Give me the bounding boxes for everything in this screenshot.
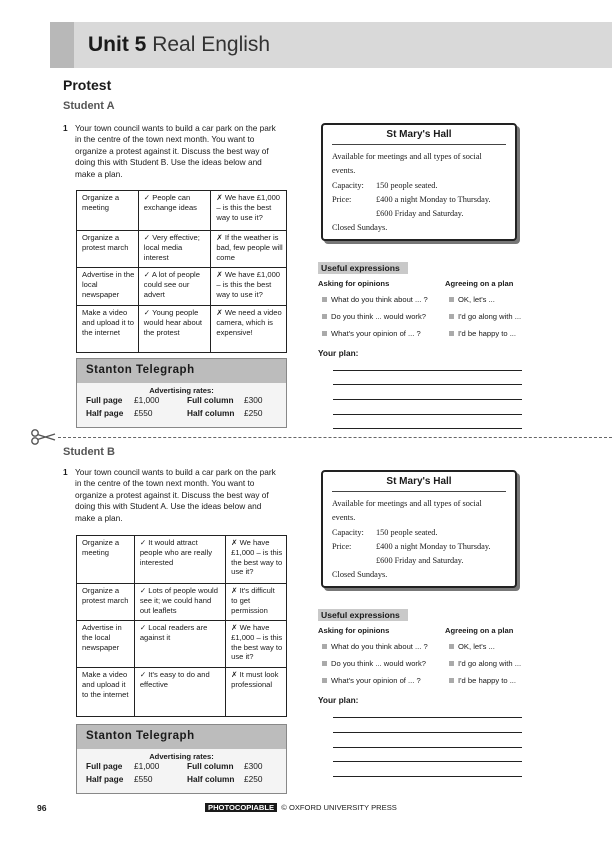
useful-expressions-title: Useful expressions — [318, 262, 408, 274]
pro-cell: ✓ A lot of people could see our advert — [138, 268, 211, 306]
con-cell: ✗ We have £1,000 – is this the best way to use it? — [211, 191, 287, 231]
plan-label: Your plan: — [318, 695, 359, 705]
student-a-task — [63, 123, 283, 180]
table-row — [77, 191, 287, 231]
idea-cell: Organize a protest march — [77, 231, 139, 268]
ideas-table-b — [76, 535, 287, 717]
asking-expression: Do you think ... would work? — [322, 659, 426, 668]
hall-price-line2: £600 Friday and Saturday. — [376, 209, 464, 219]
table-row — [77, 268, 287, 306]
telegraph-box-b — [76, 724, 287, 794]
agreeing-heading: Agreeing on a plan — [445, 279, 514, 288]
pro-cell: ✓ It's easy to do and effective — [134, 668, 225, 717]
asking-expression: Do you think ... would work? — [322, 312, 426, 321]
con-cell: ✗ It must look professional — [226, 668, 287, 717]
asking-expression: What do you think about ... ? — [322, 295, 428, 304]
hall-capacity-value: 150 people seated. — [376, 180, 438, 190]
rate-label: Full column — [187, 395, 234, 405]
rates-row — [77, 395, 286, 408]
table-row — [77, 668, 287, 717]
agreeing-expression: I'd go along with ... — [449, 659, 521, 668]
rate-label: Full page — [86, 761, 123, 771]
asking-expression: What's your opinion of ... ? — [322, 329, 421, 338]
hall-price-label: Price: — [332, 194, 352, 204]
photocopiable-badge: PHOTOCOPIABLE — [205, 803, 277, 812]
rate-value: £250 — [244, 408, 263, 418]
hall-closed: Closed Sundays. — [332, 223, 388, 233]
idea-cell: Advertise in the local newspaper — [77, 621, 135, 668]
agreeing-heading: Agreeing on a plan — [445, 626, 514, 635]
rates-row — [77, 761, 286, 774]
hall-price-line1: £400 a night Monday to Thursday. — [376, 541, 491, 551]
hall-capacity — [332, 179, 506, 193]
rate-value: £1,000 — [134, 761, 160, 771]
idea-cell: Make a video and upload it to the internet — [77, 668, 135, 717]
agreeing-expression: OK, let's ... — [449, 642, 495, 651]
unit-number: Unit 5 — [88, 33, 147, 56]
plan-line[interactable] — [333, 732, 522, 733]
idea-cell: Advertise in the local newspaper — [77, 268, 139, 306]
scissors-icon — [30, 428, 56, 446]
plan-line[interactable] — [333, 399, 522, 400]
con-cell: ✗ We need a video camera, which is expensive! — [211, 306, 287, 353]
hall-capacity-label: Capacity: — [332, 527, 364, 537]
hall-box-a — [321, 123, 517, 241]
idea-cell: Organize a meeting — [77, 191, 139, 231]
rates-row — [77, 408, 286, 421]
copyright-text: © OXFORD UNIVERSITY PRESS — [281, 803, 397, 812]
pro-cell: ✓ Very effective; local media interest — [138, 231, 211, 268]
telegraph-box-a — [76, 358, 287, 428]
asking-heading: Asking for opinions — [318, 626, 390, 635]
idea-cell: Organize a meeting — [77, 536, 135, 584]
table-row — [77, 231, 287, 268]
rate-label: Full column — [187, 761, 234, 771]
hall-capacity — [332, 526, 506, 540]
plan-line[interactable] — [333, 761, 522, 762]
telegraph-subtitle: Advertising rates: — [149, 752, 214, 761]
page-title — [88, 33, 270, 57]
plan-line[interactable] — [333, 717, 522, 718]
hall-capacity-label: Capacity: — [332, 180, 364, 190]
rate-label: Full page — [86, 395, 123, 405]
hall-price-line1: £400 a night Monday to Thursday. — [376, 194, 491, 204]
rate-value: £1,000 — [134, 395, 160, 405]
task-text: Your town council wants to build a car park on the park in the centre of the town next month. You want to organize a protest against it. Discuss the best way of doing this with Student B. Use the ideas below and make a plan. — [75, 123, 276, 179]
con-cell: ✗ If the weather is bad, few people will come — [211, 231, 287, 268]
rate-value: £550 — [134, 408, 153, 418]
con-cell: ✗ We have £1,000 – is this the best way to use it? — [211, 268, 287, 306]
header-accent — [50, 22, 74, 68]
plan-line[interactable] — [333, 428, 522, 429]
student-b-task — [63, 467, 283, 524]
student-b-label: Student B — [63, 446, 115, 458]
agreeing-expression: OK, let's ... — [449, 295, 495, 304]
page-number: 96 — [37, 803, 47, 813]
con-cell: ✗ We have £1,000 – is this the best way to use it? — [226, 536, 287, 584]
pro-cell: ✓ Young people would hear about the protest — [138, 306, 211, 353]
hall-title: St Mary's Hall — [332, 129, 506, 145]
rate-label: Half page — [86, 774, 124, 784]
agreeing-expression: I'd go along with ... — [449, 312, 521, 321]
table-row — [77, 584, 287, 621]
unit-subtitle: Real English — [152, 33, 271, 56]
telegraph-subtitle: Advertising rates: — [149, 386, 214, 395]
plan-line[interactable] — [333, 370, 522, 371]
hall-price-line2: £600 Friday and Saturday. — [376, 556, 464, 566]
rates-row — [77, 774, 286, 787]
pro-cell: ✓ Lots of people would see it; we could hand out leaflets — [134, 584, 225, 621]
con-cell: ✗ It's difficult to get permission — [226, 584, 287, 621]
plan-line[interactable] — [333, 776, 522, 777]
hall-closed: Closed Sundays. — [332, 570, 388, 580]
pro-cell: ✓ People can exchange ideas — [138, 191, 211, 231]
telegraph-title: Stanton Telegraph — [77, 725, 286, 749]
hall-capacity-value: 150 people seated. — [376, 527, 438, 537]
table-row — [77, 536, 287, 584]
section-title: Protest — [63, 77, 112, 93]
asking-expression: What's your opinion of ... ? — [322, 676, 421, 685]
table-row — [77, 621, 287, 668]
task-number: 1 — [63, 123, 68, 133]
plan-line[interactable] — [333, 384, 522, 385]
asking-expression: What do you think about ... ? — [322, 642, 428, 651]
plan-line[interactable] — [333, 414, 522, 415]
task-text: Your town council wants to build a car park on the park in the centre of the town next month. You want to organize a protest against it. Discuss the best way of doing this with Student A. Use the ideas below and make a plan. — [75, 467, 276, 523]
agreeing-expression: I'd be happy to ... — [449, 329, 516, 338]
plan-label: Your plan: — [318, 348, 359, 358]
asking-heading: Asking for opinions — [318, 279, 390, 288]
rate-label: Half column — [187, 774, 235, 784]
hall-box-b — [321, 470, 517, 588]
hall-title: St Mary's Hall — [332, 476, 506, 492]
student-a-label: Student A — [63, 100, 115, 112]
idea-cell: Organize a protest march — [77, 584, 135, 621]
rate-value: £300 — [244, 395, 263, 405]
hall-price — [332, 540, 506, 554]
agreeing-expression: I'd be happy to ... — [449, 676, 516, 685]
pro-cell: ✓ Local readers are against it — [134, 621, 225, 668]
rate-value: £300 — [244, 761, 263, 771]
cut-line — [58, 437, 612, 438]
plan-line[interactable] — [333, 747, 522, 748]
useful-expressions-title: Useful expressions — [318, 609, 408, 621]
idea-cell: Make a video and upload it to the internet — [77, 306, 139, 353]
hall-price-label: Price: — [332, 541, 352, 551]
task-number: 1 — [63, 467, 68, 477]
table-row — [77, 306, 287, 353]
rate-value: £550 — [134, 774, 153, 784]
rate-value: £250 — [244, 774, 263, 784]
hall-price — [332, 193, 506, 207]
hall-intro: Available for meetings and all types of social events. — [332, 152, 482, 176]
pro-cell: ✓ It would attract people who are really interested — [134, 536, 225, 584]
con-cell: ✗ We have £1,000 – is this the best way to use it? — [226, 621, 287, 668]
rate-label: Half page — [86, 408, 124, 418]
rate-label: Half column — [187, 408, 235, 418]
hall-intro: Available for meetings and all types of social events. — [332, 499, 482, 523]
ideas-table-a — [76, 190, 287, 353]
telegraph-title: Stanton Telegraph — [77, 359, 286, 383]
footer — [205, 803, 397, 812]
